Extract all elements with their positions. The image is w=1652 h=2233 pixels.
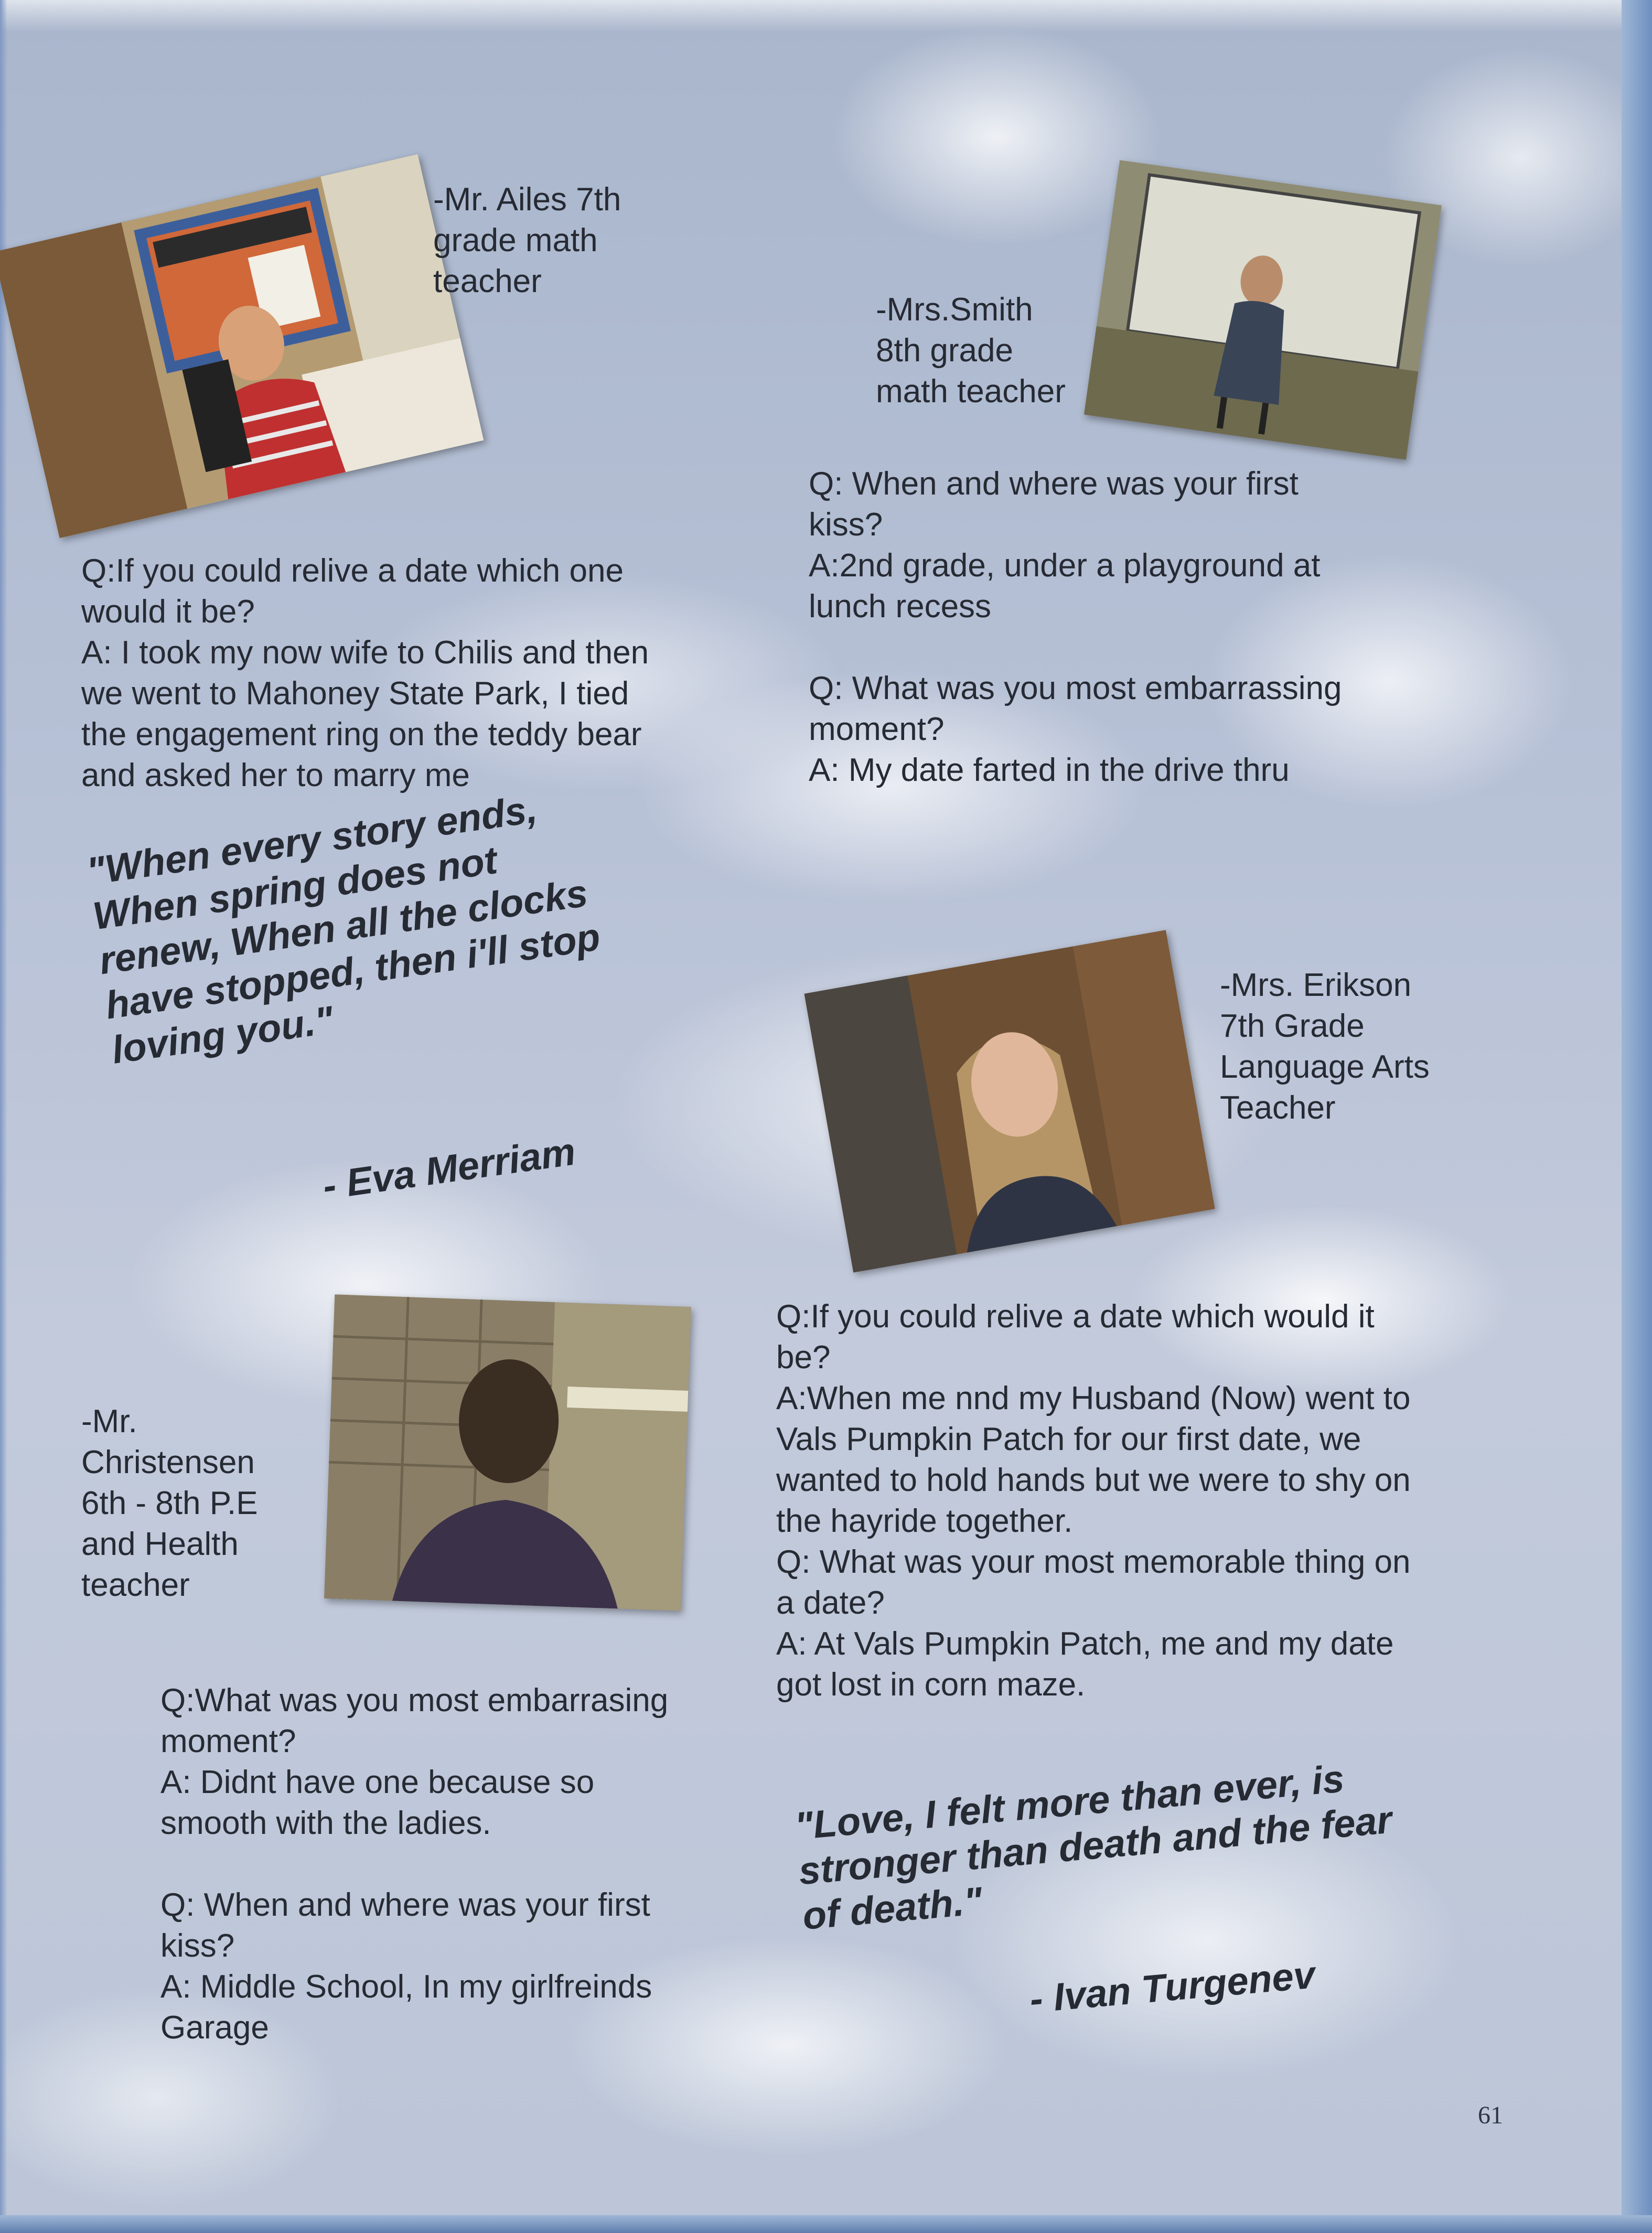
mrs-smith-photo-image [1084,160,1442,460]
mr-ailes-photo-image [0,154,484,538]
mr-ailes-interview: Q:If you could relive a date which one would it be? A: I took my now wife to Chilis and then we went to Mahoney State Park, I tied the engagement ring on the teddy bear and asked her to marry me [81,553,649,793]
eva-merriam-author: - Eva Merriam [320,1129,578,1208]
mrs-smith-caption: -Mrs.Smith 8th grade math teacher [876,292,1066,410]
ivan-turgenev-quote: "Love, I felt more than ever, is stronger than death and the fear of death." [793,1756,1394,1938]
mr-christensen-interview: Q:What was you most embarrasing moment? A: Didnt have one because so smooth with the ladies. Q: When and where was your first kiss? A: Middle School, In my girlfreinds Garage [160,1682,669,2046]
page-number: 61 [1478,2101,1503,2129]
mrs-smith-interview: Q: When and where was your first kiss? A:2nd grade, under a playground at lunch recess Q: What was you most embarrassing moment? A: My date farted in the drive thru [809,466,1342,788]
page-top-edge [0,0,1652,31]
ivan-turgenev-author: - Ivan Turgenev [1028,1952,1317,2021]
mrs-smith-photo [1084,160,1442,460]
book-cover-edge-bottom [0,2215,1652,2233]
mrs-erikson-photo [804,930,1215,1272]
mr-christensen-caption: -Mr. Christensen 6th - 8th P.E and Health teacher [81,1403,258,1603]
mrs-erikson-interview: Q:If you could relive a date which would it be? A:When me nnd my Husband (Now) went to Vals Pumpkin Patch for our first date, we wanted to hold hands but we were to shy on the hayride together. Q: What was your most memorable thing on a date? A: At Vals Pumpkin Patch, me and my date got lost in corn maze. [776,1298,1411,1703]
page-left-edge [0,0,7,2233]
mr-ailes-photo [0,154,484,538]
book-cover-edge-right [1622,0,1652,2233]
mrs-erikson-photo-image [804,930,1215,1272]
mr-christensen-photo-image [324,1294,691,1611]
eva-merriam-quote: "When every story ends, When spring does not renew, When all the clocks have stopped, then i'll stop loving you." [84,787,603,1072]
mr-christensen-photo [324,1294,691,1611]
mrs-erikson-caption: -Mrs. Erikson 7th Grade Language Arts Teacher [1220,967,1430,1126]
mr-ailes-caption: -Mr. Ailes 7th grade math teacher [433,181,621,299]
